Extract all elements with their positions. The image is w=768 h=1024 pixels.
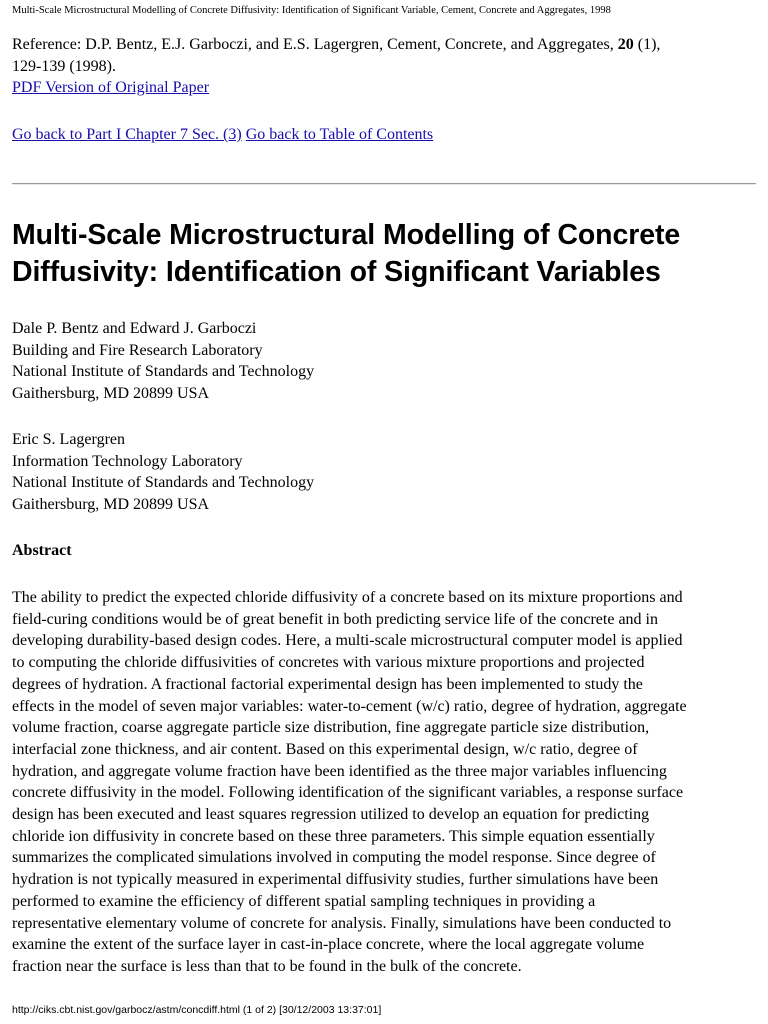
abstract-line: chloride ion diffusivity in concrete based on these three parameters. This simple equation essentially [12, 827, 655, 845]
author-institute: National Institute of Standards and Technology [12, 474, 315, 492]
abstract-body [12, 587, 756, 978]
abstract-line: degrees of hydration. A fractional factorial experimental design has been implemented to study the [12, 675, 643, 693]
abstract-line: developing durability-based design codes. Here, a multi-scale microstructural computer model is applied [12, 632, 683, 650]
reference-citation [12, 34, 752, 77]
title-line-1: Multi-Scale Microstructural Modelling of Concrete [12, 219, 681, 251]
abstract-line: fraction near the surface is less than that to be found in the bulk of the concrete. [12, 957, 522, 975]
page-header: Multi-Scale Microstructural Modelling of Concrete Diffusivity: Identification of Significant Variable, Cement, Concrete and Aggregates, 1998 [12, 5, 611, 16]
page-footer: http://ciks.cbt.nist.gov/garbocz/astm/concdiff.html (1 of 2) [30/12/2003 13:37:01] [12, 1004, 382, 1016]
author-institute: National Institute of Standards and Technology [12, 363, 315, 381]
abstract-line: The ability to predict the expected chloride diffusivity of a concrete based on its mixture proportions and [12, 589, 683, 606]
abstract-line: hydration, and aggregate volume fraction have been identified as the three major variables influencing [12, 762, 667, 780]
abstract-line: summarizes the complicated simulations involved in computing the model response. Since degree of [12, 849, 656, 867]
abstract-heading: Abstract [12, 542, 72, 559]
reference-line1-prefix: Reference: D.P. Bentz, E.J. Garboczi, and E.S. Lagergren, Cement, Concrete, and Aggregates, [12, 36, 618, 53]
abstract-line: representative elementary volume of concrete for analysis. Finally, simulations have been conducted to [12, 914, 672, 932]
abstract-line: performed to examine the efficiency of different spatial sampling techniques in providing a [12, 892, 596, 910]
author-names: Dale P. Bentz and Edward J. Garboczi [12, 320, 257, 337]
abstract-line: interfacial zone thickness, and air content. Based on this experimental design, w/c ratio, degree of [12, 740, 638, 758]
reference-line1-suffix: (1), [633, 36, 661, 53]
author-lab: Building and Fire Research Laboratory [12, 341, 263, 359]
horizontal-divider [12, 183, 756, 185]
author-block-2 [12, 429, 756, 516]
abstract-line: design has been executed and least squares regression utilized to develop an equation for predicting [12, 806, 650, 824]
author-lab: Information Technology Laboratory [12, 452, 243, 470]
abstract-line: volume fraction, coarse aggregate particle size distribution, fine aggregate particle size distribution, [12, 719, 650, 737]
abstract-line: field-curing conditions would be of great benefit in both predicting service life of the concrete and in [12, 610, 658, 628]
abstract-line: concrete diffusivity in the model. Following identification of the significant variables, a response surface [12, 784, 684, 802]
abstract-line: to computing the chloride diffusivities of concretes with various mixture proportions and projected [12, 654, 645, 672]
reference-volume: 20 [617, 36, 634, 53]
pdf-version-link[interactable]: PDF Version of Original Paper [12, 79, 210, 96]
reference-block [12, 34, 752, 99]
abstract-line: effects in the model of seven major variables: water-to-cement (w/c) ratio, degree of hydration, aggregate [12, 697, 687, 715]
author-names: Eric S. Lagergren [12, 431, 125, 448]
abstract-line: hydration is not typically measured in experimental diffusivity studies, further simulations have been [12, 871, 659, 889]
reference-line2: 129-139 (1998). [12, 57, 116, 75]
page-title [12, 217, 756, 291]
author-address: Gaithersburg, MD 20899 USA [12, 496, 210, 514]
back-to-toc-link[interactable]: Go back to Table of Contents [245, 126, 434, 143]
title-line-2: Diffusivity: Identification of Significant Variables [12, 256, 661, 288]
author-address: Gaithersburg, MD 20899 USA [12, 385, 210, 403]
abstract-line: examine the extent of the surface layer in cast-in-place concrete, where the local aggregate volume [12, 936, 645, 954]
back-to-chapter-link[interactable]: Go back to Part I Chapter 7 Sec. (3) [12, 126, 242, 143]
author-block-1 [12, 318, 756, 405]
navigation-links [12, 124, 433, 145]
